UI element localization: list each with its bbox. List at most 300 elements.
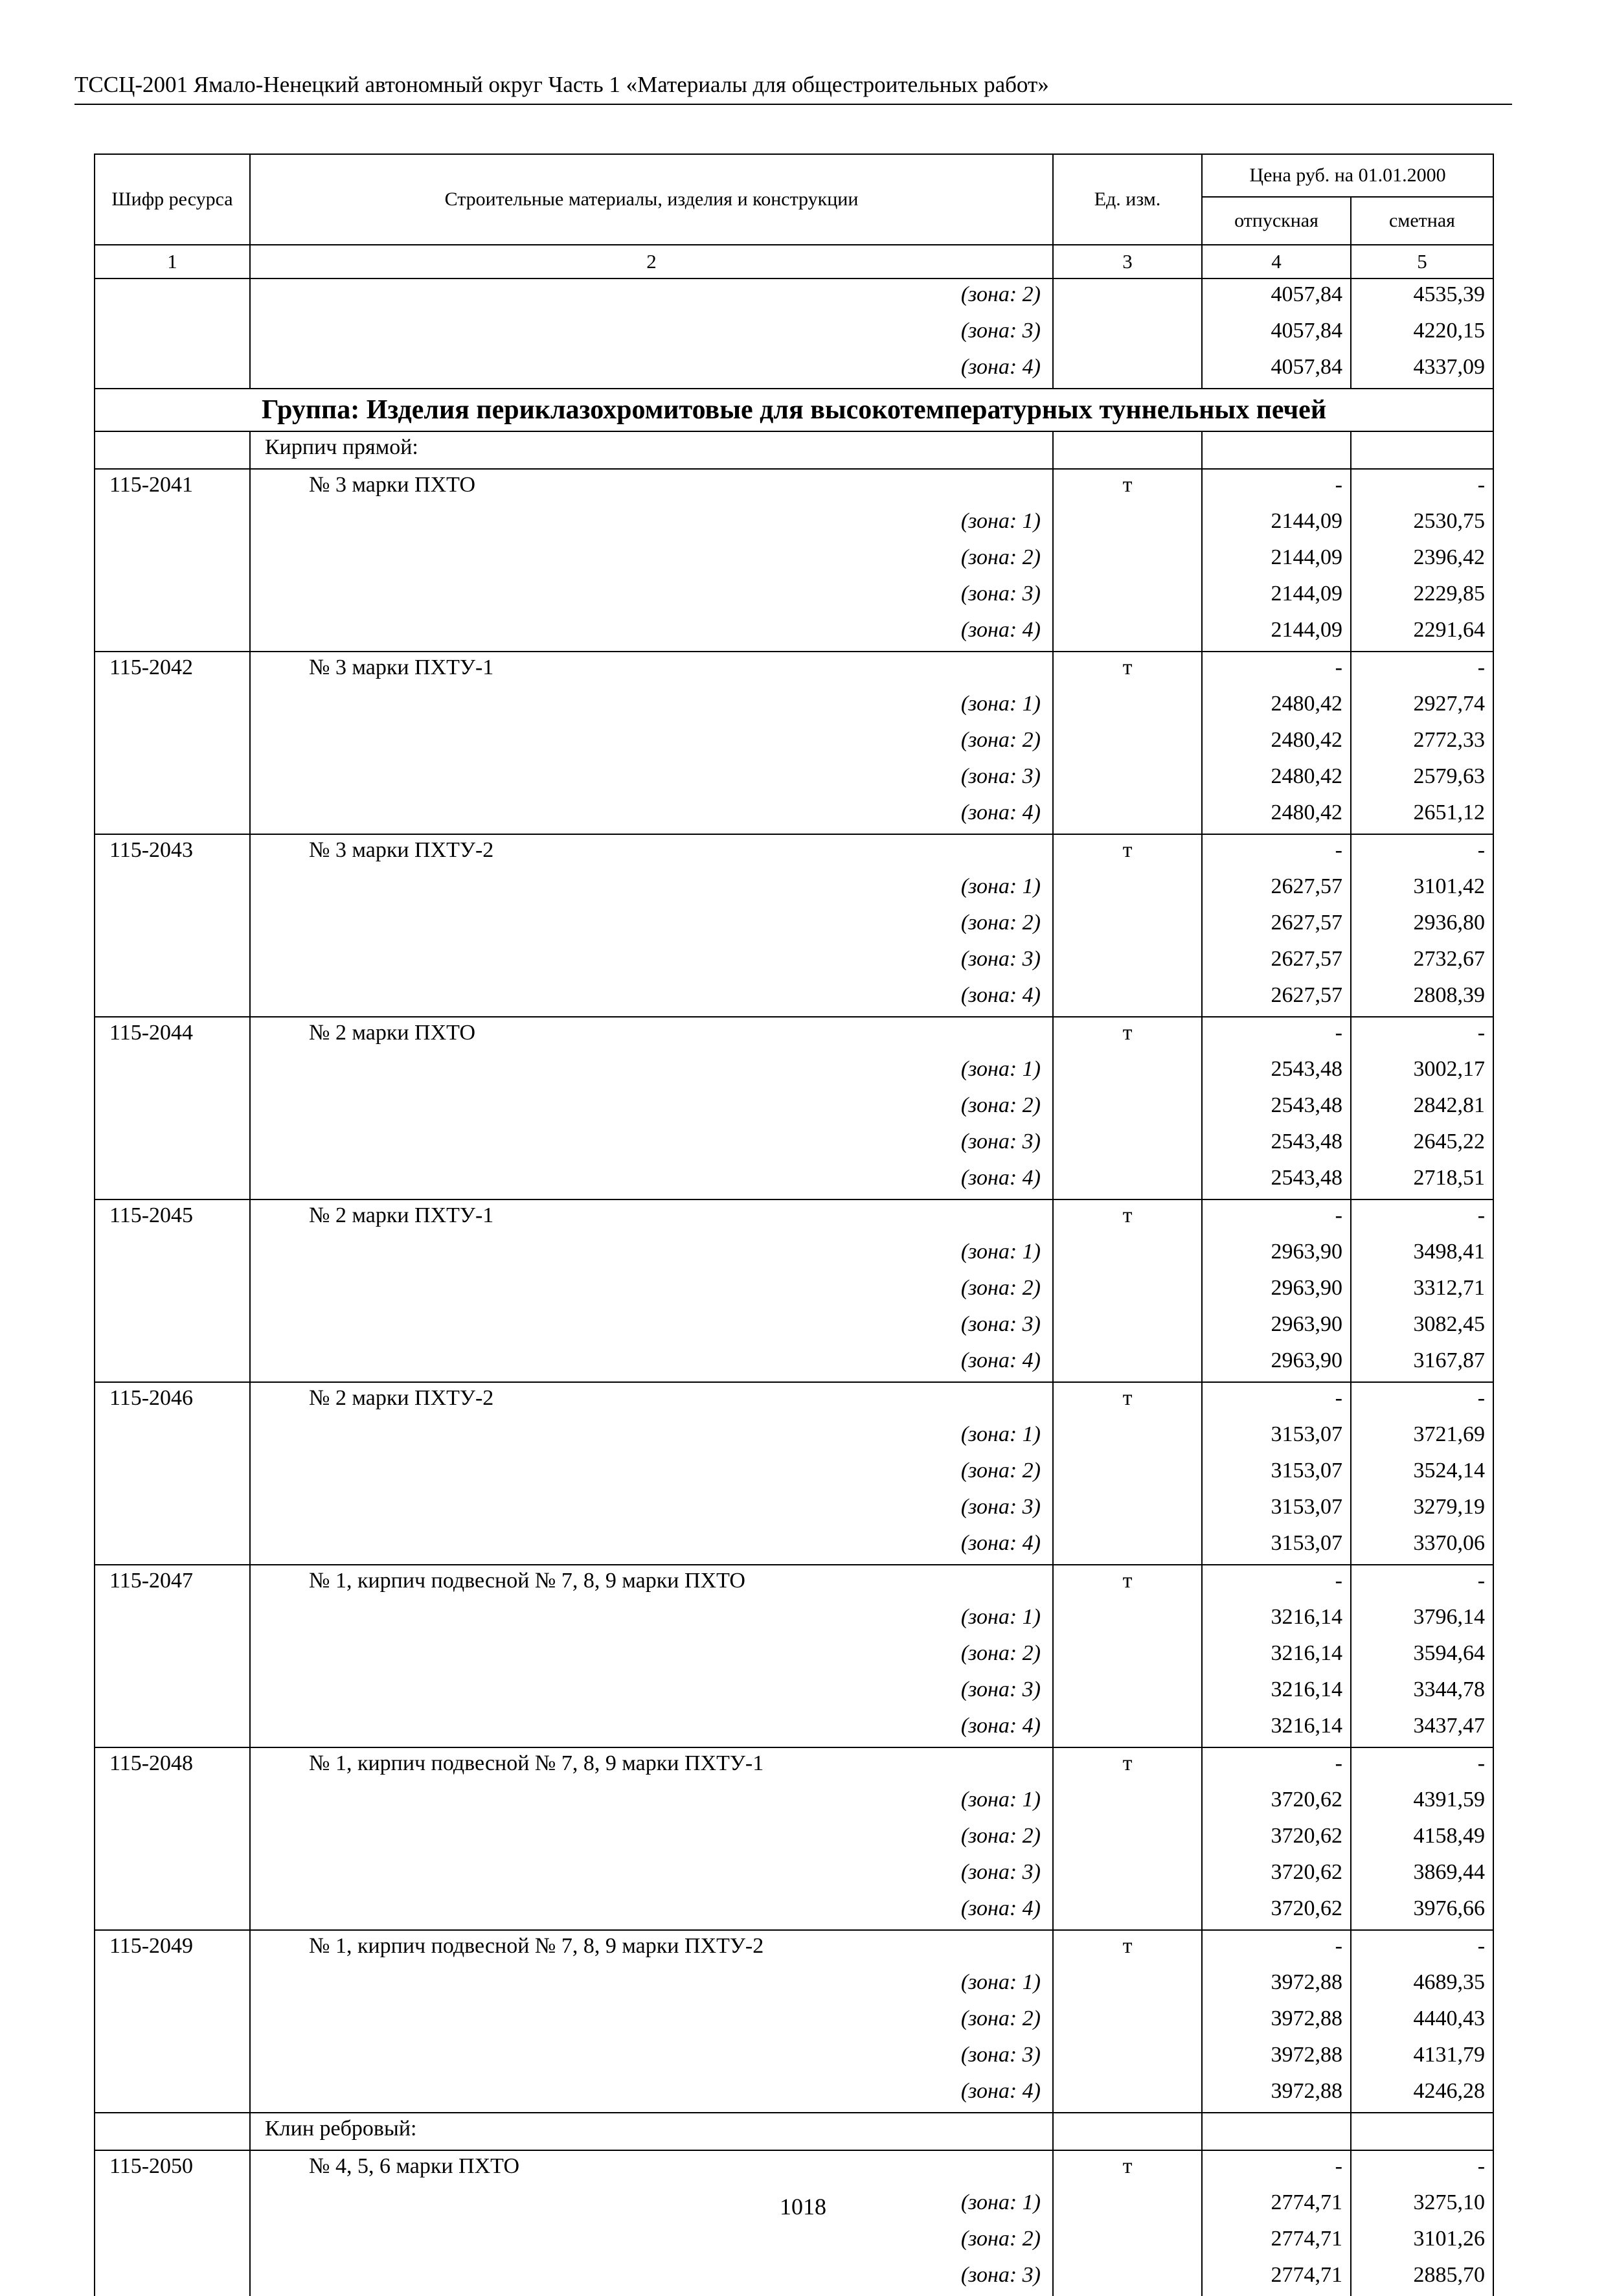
- running-header: ТССЦ-2001 Ямало-Ненецкий автономный округ Часть 1 «Материалы для общестроительных работ»: [74, 72, 1049, 97]
- estimate-price: [1351, 431, 1493, 469]
- table-row: [95, 1784, 1493, 1821]
- release-price: 4057,84: [1202, 278, 1351, 315]
- estimate-price: 3594,64: [1351, 1638, 1493, 1674]
- release-price: 2627,57: [1202, 980, 1351, 1017]
- zone-label: (зона: 1): [250, 871, 1053, 907]
- release-price: 2627,57: [1202, 871, 1351, 907]
- release-price: 2963,90: [1202, 1236, 1351, 1273]
- price-table: [94, 153, 1494, 2296]
- unit-cell: [1053, 1273, 1202, 1309]
- estimate-price: 3498,41: [1351, 1236, 1493, 1273]
- release-price: 2480,42: [1202, 688, 1351, 725]
- zone-label: (зона: 4): [250, 980, 1053, 1017]
- release-price: [1202, 2113, 1351, 2150]
- resource-code: 115-2047: [95, 1565, 250, 1602]
- unit-cell: [1053, 1602, 1202, 1638]
- unit-cell: [1053, 761, 1202, 797]
- estimate-price: 4131,79: [1351, 2040, 1493, 2076]
- table-row: [95, 431, 1493, 469]
- unit-cell: [1053, 1419, 1202, 1455]
- estimate-price: 2772,33: [1351, 725, 1493, 761]
- zone-label: (зона: 3): [250, 2260, 1053, 2296]
- zone-label: (зона: 4): [250, 1528, 1053, 1565]
- resource-code-cell: [95, 1528, 250, 1565]
- resource-code-cell: [95, 688, 250, 725]
- material-name: № 2 марки ПХТУ-1: [250, 1199, 1053, 1236]
- table-row: [95, 1711, 1493, 1747]
- table-row: [95, 506, 1493, 542]
- unit-cell: [1053, 506, 1202, 542]
- unit-cell: [1053, 352, 1202, 389]
- release-price: 3972,88: [1202, 2003, 1351, 2040]
- zone-label: (зона: 3): [250, 944, 1053, 980]
- zone-label: (зона: 3): [250, 315, 1053, 352]
- table-row: [95, 1565, 1493, 1602]
- unit-cell: [1053, 1126, 1202, 1163]
- release-price: 2543,48: [1202, 1163, 1351, 1199]
- unit-cell: [1053, 2260, 1202, 2296]
- release-price: 3720,62: [1202, 1784, 1351, 1821]
- unit-cell: [1053, 2113, 1202, 2150]
- subgroup-title: Клин ребровый:: [250, 2113, 1053, 2150]
- unit-cell: [1053, 578, 1202, 615]
- estimate-price: 3167,87: [1351, 1345, 1493, 1382]
- unit-cell: [1053, 1455, 1202, 1492]
- table-row: [95, 761, 1493, 797]
- release-price: 2963,90: [1202, 1345, 1351, 1382]
- unit-cell: [1053, 688, 1202, 725]
- table-row: [95, 1309, 1493, 1345]
- release-price: 2480,42: [1202, 725, 1351, 761]
- price-table-container: [94, 153, 1493, 2296]
- release-price: 3972,88: [1202, 1967, 1351, 2003]
- unit-cell: [1053, 615, 1202, 652]
- unit-of-measure: т: [1053, 834, 1202, 871]
- estimate-price: -: [1351, 1930, 1493, 1967]
- estimate-price: 2732,67: [1351, 944, 1493, 980]
- table-row: [95, 1857, 1493, 1893]
- table-row: [95, 652, 1493, 688]
- estimate-price: 3101,42: [1351, 871, 1493, 907]
- release-price: 2627,57: [1202, 944, 1351, 980]
- zone-label: (зона: 2): [250, 1273, 1053, 1309]
- estimate-price: 2927,74: [1351, 688, 1493, 725]
- estimate-price: 3721,69: [1351, 1419, 1493, 1455]
- zone-label: (зона: 1): [250, 1967, 1053, 2003]
- release-price: -: [1202, 1017, 1351, 1054]
- unit-cell: [1053, 2223, 1202, 2260]
- unit-of-measure: т: [1053, 1930, 1202, 1967]
- zone-label: (зона: 4): [250, 1711, 1053, 1747]
- estimate-price: -: [1351, 1382, 1493, 1419]
- zone-label: (зона: 1): [250, 1054, 1053, 1090]
- unit-cell: [1053, 1528, 1202, 1565]
- table-row: [95, 1967, 1493, 2003]
- unit-cell: [1053, 2003, 1202, 2040]
- estimate-price: 3082,45: [1351, 1309, 1493, 1345]
- release-price: -: [1202, 1930, 1351, 1967]
- unit-cell: [1053, 278, 1202, 315]
- unit-cell: [1053, 1674, 1202, 1711]
- unit-cell: [1053, 907, 1202, 944]
- unit-of-measure: т: [1053, 2150, 1202, 2187]
- zone-label: (зона: 1): [250, 1236, 1053, 1273]
- unit-cell: [1053, 944, 1202, 980]
- resource-code: 115-2049: [95, 1930, 250, 1967]
- estimate-price: -: [1351, 834, 1493, 871]
- header-release-price: отпускная: [1202, 197, 1351, 245]
- resource-code-cell: [95, 1419, 250, 1455]
- resource-code-cell: [95, 315, 250, 352]
- table-row: [95, 1345, 1493, 1382]
- zone-label: (зона: 3): [250, 2040, 1053, 2076]
- estimate-price: 3370,06: [1351, 1528, 1493, 1565]
- resource-code-cell: [95, 1857, 250, 1893]
- table-row: [95, 1163, 1493, 1199]
- resource-code-cell: [95, 1090, 250, 1126]
- release-price: -: [1202, 1747, 1351, 1784]
- unit-cell: [1053, 1784, 1202, 1821]
- table-row: [95, 2223, 1493, 2260]
- zone-label: (зона: 1): [250, 1784, 1053, 1821]
- zone-label: (зона: 3): [250, 1857, 1053, 1893]
- zone-label: (зона: 1): [250, 1602, 1053, 1638]
- release-price: 4057,84: [1202, 352, 1351, 389]
- resource-code-cell: [95, 907, 250, 944]
- release-price: -: [1202, 652, 1351, 688]
- estimate-price: 4158,49: [1351, 1821, 1493, 1857]
- release-price: 3972,88: [1202, 2040, 1351, 2076]
- resource-code-cell: [95, 761, 250, 797]
- zone-label: (зона: 2): [250, 542, 1053, 578]
- release-price: 3216,14: [1202, 1674, 1351, 1711]
- unit-cell: [1053, 725, 1202, 761]
- release-price: 2627,57: [1202, 907, 1351, 944]
- estimate-price: 4220,15: [1351, 315, 1493, 352]
- table-row: [95, 1054, 1493, 1090]
- table-body: [95, 278, 1493, 2296]
- resource-code-cell: [95, 1345, 250, 1382]
- estimate-price: 2530,75: [1351, 506, 1493, 542]
- table-row: [95, 1126, 1493, 1163]
- estimate-price: 3976,66: [1351, 1893, 1493, 1930]
- estimate-price: 3279,19: [1351, 1492, 1493, 1528]
- estimate-price: 3275,10: [1351, 2187, 1493, 2223]
- resource-code: 115-2043: [95, 834, 250, 871]
- zone-label: (зона: 1): [250, 1419, 1053, 1455]
- unit-cell: [1053, 1821, 1202, 1857]
- resource-code-cell: [95, 871, 250, 907]
- resource-code-cell: [95, 1163, 250, 1199]
- zone-label: (зона: 3): [250, 1126, 1053, 1163]
- header-unit: Ед. изм.: [1053, 154, 1202, 245]
- resource-code-cell: [95, 1711, 250, 1747]
- unit-cell: [1053, 1054, 1202, 1090]
- release-price: 2543,48: [1202, 1090, 1351, 1126]
- estimate-price: 4535,39: [1351, 278, 1493, 315]
- release-price: 3216,14: [1202, 1711, 1351, 1747]
- zone-label: (зона: 4): [250, 1345, 1053, 1382]
- table-row: [95, 1893, 1493, 1930]
- estimate-price: 2808,39: [1351, 980, 1493, 1017]
- unit-cell: [1053, 1857, 1202, 1893]
- table-row: [95, 389, 1493, 431]
- zone-label: (зона: 2): [250, 1821, 1053, 1857]
- estimate-price: 4440,43: [1351, 2003, 1493, 2040]
- zone-label: (зона: 1): [250, 506, 1053, 542]
- resource-code: 115-2044: [95, 1017, 250, 1054]
- table-row: [95, 352, 1493, 389]
- resource-code-cell: [95, 1674, 250, 1711]
- unit-cell: [1053, 1309, 1202, 1345]
- release-price: 2144,09: [1202, 506, 1351, 542]
- table-row: [95, 2040, 1493, 2076]
- resource-code-cell: [95, 1638, 250, 1674]
- resource-code-cell: [95, 2223, 250, 2260]
- page-number: 1018: [780, 2194, 826, 2220]
- estimate-price: 3524,14: [1351, 1455, 1493, 1492]
- release-price: 3972,88: [1202, 2076, 1351, 2113]
- release-price: 2144,09: [1202, 615, 1351, 652]
- release-price: 2774,71: [1202, 2223, 1351, 2260]
- resource-code-cell: [95, 1967, 250, 2003]
- release-price: -: [1202, 1565, 1351, 1602]
- resource-code-cell: [95, 1309, 250, 1345]
- column-number: 1: [95, 245, 250, 278]
- unit-cell: [1053, 871, 1202, 907]
- zone-label: (зона: 2): [250, 907, 1053, 944]
- estimate-price: -: [1351, 2150, 1493, 2187]
- resource-code: 115-2046: [95, 1382, 250, 1419]
- zone-label: (зона: 4): [250, 352, 1053, 389]
- unit-cell: [1053, 1893, 1202, 1930]
- zone-label: (зона: 2): [250, 725, 1053, 761]
- zone-label: (зона: 1): [250, 688, 1053, 725]
- table-row: [95, 1419, 1493, 1455]
- zone-label: (зона: 2): [250, 1455, 1053, 1492]
- estimate-price: -: [1351, 1565, 1493, 1602]
- estimate-price: 2396,42: [1351, 542, 1493, 578]
- release-price: 3216,14: [1202, 1638, 1351, 1674]
- column-number: 4: [1202, 245, 1351, 278]
- resource-code: 115-2042: [95, 652, 250, 688]
- release-price: 2144,09: [1202, 542, 1351, 578]
- estimate-price: 2579,63: [1351, 761, 1493, 797]
- release-price: 2144,09: [1202, 578, 1351, 615]
- release-price: [1202, 431, 1351, 469]
- estimate-price: 2936,80: [1351, 907, 1493, 944]
- table-row: [95, 797, 1493, 834]
- table-row: [95, 1674, 1493, 1711]
- resource-code-cell: [95, 2113, 250, 2150]
- resource-code-cell: [95, 2003, 250, 2040]
- unit-cell: [1053, 431, 1202, 469]
- table-row: [95, 578, 1493, 615]
- unit-cell: [1053, 1163, 1202, 1199]
- estimate-price: 2842,81: [1351, 1090, 1493, 1126]
- table-row: [95, 615, 1493, 652]
- material-name: № 2 марки ПХТУ-2: [250, 1382, 1053, 1419]
- release-price: -: [1202, 834, 1351, 871]
- unit-cell: [1053, 2040, 1202, 2076]
- estimate-price: 4391,59: [1351, 1784, 1493, 1821]
- table-header: [95, 154, 1493, 278]
- estimate-price: -: [1351, 469, 1493, 506]
- release-price: 3153,07: [1202, 1419, 1351, 1455]
- resource-code-cell: [95, 1492, 250, 1528]
- unit-cell: [1053, 980, 1202, 1017]
- unit-cell: [1053, 315, 1202, 352]
- resource-code-cell: [95, 1273, 250, 1309]
- resource-code-cell: [95, 1054, 250, 1090]
- release-price: 2543,48: [1202, 1054, 1351, 1090]
- unit-of-measure: т: [1053, 1382, 1202, 1419]
- header-price: Цена руб. на 01.01.2000: [1202, 154, 1493, 197]
- table-row: [95, 1821, 1493, 1857]
- unit-cell: [1053, 1492, 1202, 1528]
- subgroup-title: Кирпич прямой:: [250, 431, 1053, 469]
- zone-label: (зона: 4): [250, 2076, 1053, 2113]
- estimate-price: 3869,44: [1351, 1857, 1493, 1893]
- estimate-price: 2645,22: [1351, 1126, 1493, 1163]
- resource-code-cell: [95, 1602, 250, 1638]
- table-row: [95, 469, 1493, 506]
- estimate-price: -: [1351, 1199, 1493, 1236]
- estimate-price: 2291,64: [1351, 615, 1493, 652]
- zone-label: (зона: 3): [250, 1309, 1053, 1345]
- table-row: [95, 834, 1493, 871]
- header-estimate-price: сметная: [1351, 197, 1493, 245]
- column-number: 2: [250, 245, 1053, 278]
- estimate-price: 3312,71: [1351, 1273, 1493, 1309]
- release-price: 3720,62: [1202, 1893, 1351, 1930]
- table-row: [95, 871, 1493, 907]
- release-price: 3153,07: [1202, 1528, 1351, 1565]
- zone-label: (зона: 2): [250, 2003, 1053, 2040]
- material-name: № 1, кирпич подвесной № 7, 8, 9 марки ПХТО: [250, 1565, 1053, 1602]
- estimate-price: 4337,09: [1351, 352, 1493, 389]
- unit-cell: [1053, 1711, 1202, 1747]
- zone-label: (зона: 3): [250, 1674, 1053, 1711]
- estimate-price: 2718,51: [1351, 1163, 1493, 1199]
- release-price: 2480,42: [1202, 797, 1351, 834]
- resource-code-cell: [95, 2040, 250, 2076]
- release-price: 2963,90: [1202, 1309, 1351, 1345]
- zone-label: (зона: 1): [250, 2187, 1053, 2223]
- release-price: 4057,84: [1202, 315, 1351, 352]
- table-row: [95, 278, 1493, 315]
- release-price: 2774,71: [1202, 2260, 1351, 2296]
- estimate-price: 2229,85: [1351, 578, 1493, 615]
- estimate-price: 2885,70: [1351, 2260, 1493, 2296]
- header-code: Шифр ресурса: [95, 154, 250, 245]
- release-price: 2774,71: [1202, 2187, 1351, 2223]
- table-row: [95, 944, 1493, 980]
- zone-label: (зона: 2): [250, 1638, 1053, 1674]
- table-row: [95, 2076, 1493, 2113]
- material-name: № 2 марки ПХТО: [250, 1017, 1053, 1054]
- resource-code-cell: [95, 1821, 250, 1857]
- table-row: [95, 1382, 1493, 1419]
- resource-code: 115-2050: [95, 2150, 250, 2187]
- table-row: [95, 907, 1493, 944]
- table-row: [95, 1236, 1493, 1273]
- column-number: 3: [1053, 245, 1202, 278]
- header-rule: [74, 104, 1512, 105]
- table-row: [95, 542, 1493, 578]
- estimate-price: 3796,14: [1351, 1602, 1493, 1638]
- release-price: 2543,48: [1202, 1126, 1351, 1163]
- estimate-price: -: [1351, 652, 1493, 688]
- table-row: [95, 1602, 1493, 1638]
- unit-cell: [1053, 1967, 1202, 2003]
- resource-code-cell: [95, 2076, 250, 2113]
- resource-code-cell: [95, 797, 250, 834]
- unit-cell: [1053, 2076, 1202, 2113]
- table-row: [95, 1090, 1493, 1126]
- zone-label: (зона: 2): [250, 2223, 1053, 2260]
- zone-label: (зона: 2): [250, 278, 1053, 315]
- table-row: [95, 725, 1493, 761]
- unit-cell: [1053, 542, 1202, 578]
- unit-of-measure: т: [1053, 1565, 1202, 1602]
- table-row: [95, 1492, 1493, 1528]
- column-number: 5: [1351, 245, 1493, 278]
- unit-cell: [1053, 797, 1202, 834]
- resource-code-cell: [95, 352, 250, 389]
- resource-code-cell: [95, 542, 250, 578]
- table-row: [95, 2113, 1493, 2150]
- unit-of-measure: т: [1053, 652, 1202, 688]
- release-price: 2480,42: [1202, 761, 1351, 797]
- table-row: [95, 2260, 1493, 2296]
- release-price: 3720,62: [1202, 1857, 1351, 1893]
- table-row: [95, 1455, 1493, 1492]
- release-price: 3153,07: [1202, 1492, 1351, 1528]
- release-price: 2963,90: [1202, 1273, 1351, 1309]
- table-row: [95, 1747, 1493, 1784]
- resource-code: 115-2045: [95, 1199, 250, 1236]
- resource-code-cell: [95, 2260, 250, 2296]
- release-price: -: [1202, 1199, 1351, 1236]
- material-name: № 1, кирпич подвесной № 7, 8, 9 марки ПХТУ-1: [250, 1747, 1053, 1784]
- release-price: 3153,07: [1202, 1455, 1351, 1492]
- group-title: Группа: Изделия периклазохромитовые для высокотемпературных туннельных печей: [95, 389, 1493, 431]
- estimate-price: 3344,78: [1351, 1674, 1493, 1711]
- resource-code: 115-2048: [95, 1747, 250, 1784]
- zone-label: (зона: 4): [250, 615, 1053, 652]
- unit-of-measure: т: [1053, 469, 1202, 506]
- table-row: [95, 688, 1493, 725]
- table-row: [95, 1528, 1493, 1565]
- zone-label: (зона: 3): [250, 761, 1053, 797]
- resource-code-cell: [95, 1455, 250, 1492]
- material-name: № 1, кирпич подвесной № 7, 8, 9 марки ПХТУ-2: [250, 1930, 1053, 1967]
- resource-code-cell: [95, 1236, 250, 1273]
- resource-code: 115-2041: [95, 469, 250, 506]
- unit-cell: [1053, 1638, 1202, 1674]
- table-row: [95, 1017, 1493, 1054]
- estimate-price: -: [1351, 1017, 1493, 1054]
- estimate-price: 3002,17: [1351, 1054, 1493, 1090]
- unit-of-measure: т: [1053, 1017, 1202, 1054]
- resource-code-cell: [95, 1784, 250, 1821]
- material-name: № 3 марки ПХТУ-2: [250, 834, 1053, 871]
- resource-code-cell: [95, 615, 250, 652]
- material-name: № 3 марки ПХТО: [250, 469, 1053, 506]
- table-row: [95, 1930, 1493, 1967]
- release-price: -: [1202, 1382, 1351, 1419]
